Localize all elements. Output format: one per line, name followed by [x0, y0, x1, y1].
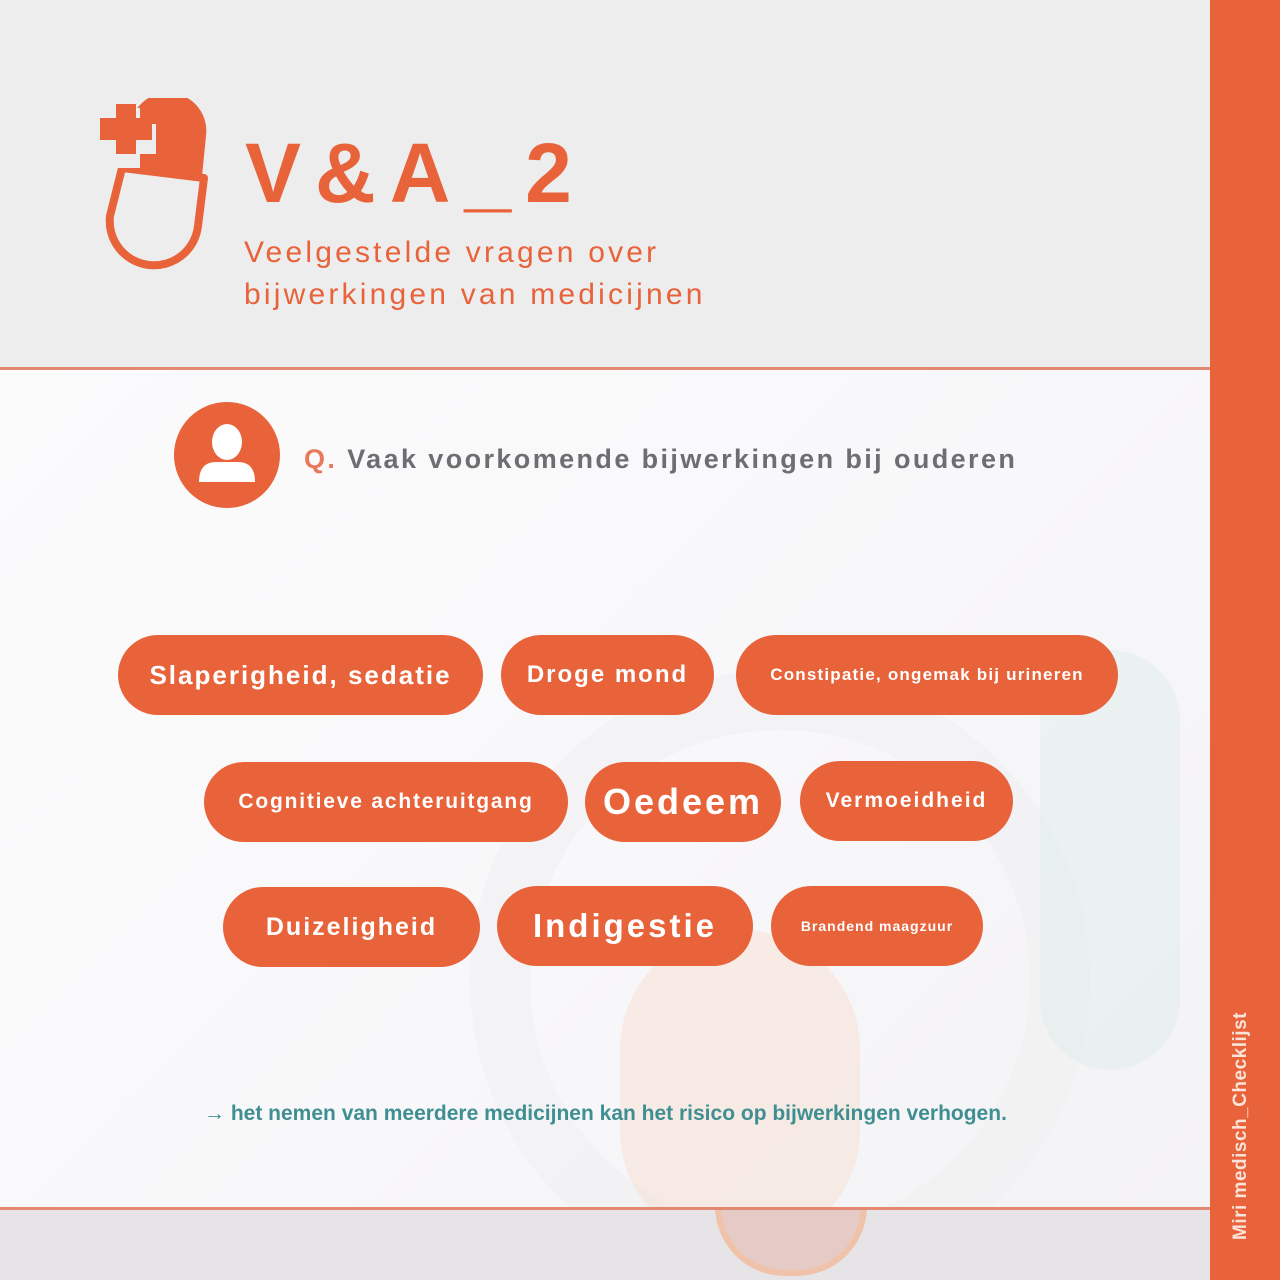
chip-vermoeidheid [800, 761, 1013, 841]
chip-indigestie [497, 886, 753, 966]
chip-cognitieve-achteruitgang [204, 762, 568, 842]
chip-label: Indigestie [532, 907, 718, 944]
arrow-right-icon: → [204, 1102, 225, 1125]
chip-label: Droge mond [526, 661, 689, 688]
chip-slaperigheid [118, 635, 483, 715]
chip-label: Brandend maagzuur [800, 918, 954, 934]
footnote [204, 1102, 1007, 1126]
chip-oedeem [585, 762, 781, 842]
background-decoration [715, 1210, 867, 1276]
footnote-text: het nemen van meerdere medicijnen kan het risico op bijwerkingen verhogen. [230, 1102, 1007, 1125]
bottom-strip [0, 1210, 1210, 1280]
header [0, 0, 1210, 367]
question-heading [304, 444, 1017, 475]
question-prefix: Q. [304, 444, 338, 474]
page-title: V&A_2 [245, 126, 586, 220]
subtitle-line-2: bijwerkingen van medicijnen [244, 278, 706, 311]
chip-label: Constipatie, ongemak bij urineren [770, 665, 1084, 684]
chip-brandend-maagzuur [771, 886, 983, 966]
pill-with-cross-icon [96, 98, 212, 272]
chip-label: Oedeem [602, 781, 764, 822]
chip-constipatie [736, 635, 1118, 715]
brand-label: Miri medisch_Checklijst [1230, 1012, 1251, 1240]
background-decoration [620, 930, 860, 1210]
chip-label: Cognitieve achteruitgang [238, 790, 534, 813]
chip-label: Duizeligheid [265, 912, 438, 941]
question-text: Vaak voorkomende bijwerkingen bij ouderen [347, 444, 1018, 474]
page-subtitle [244, 232, 706, 316]
subtitle-line-1: Veelgestelde vragen over [244, 236, 660, 269]
chip-duizeligheid [223, 887, 480, 967]
chip-label: Vermoeidheid [825, 789, 988, 812]
user-icon [174, 402, 280, 508]
chip-droge-mond [501, 635, 714, 715]
avatar [174, 402, 280, 508]
chip-label: Slaperigheid, sedatie [149, 659, 452, 690]
